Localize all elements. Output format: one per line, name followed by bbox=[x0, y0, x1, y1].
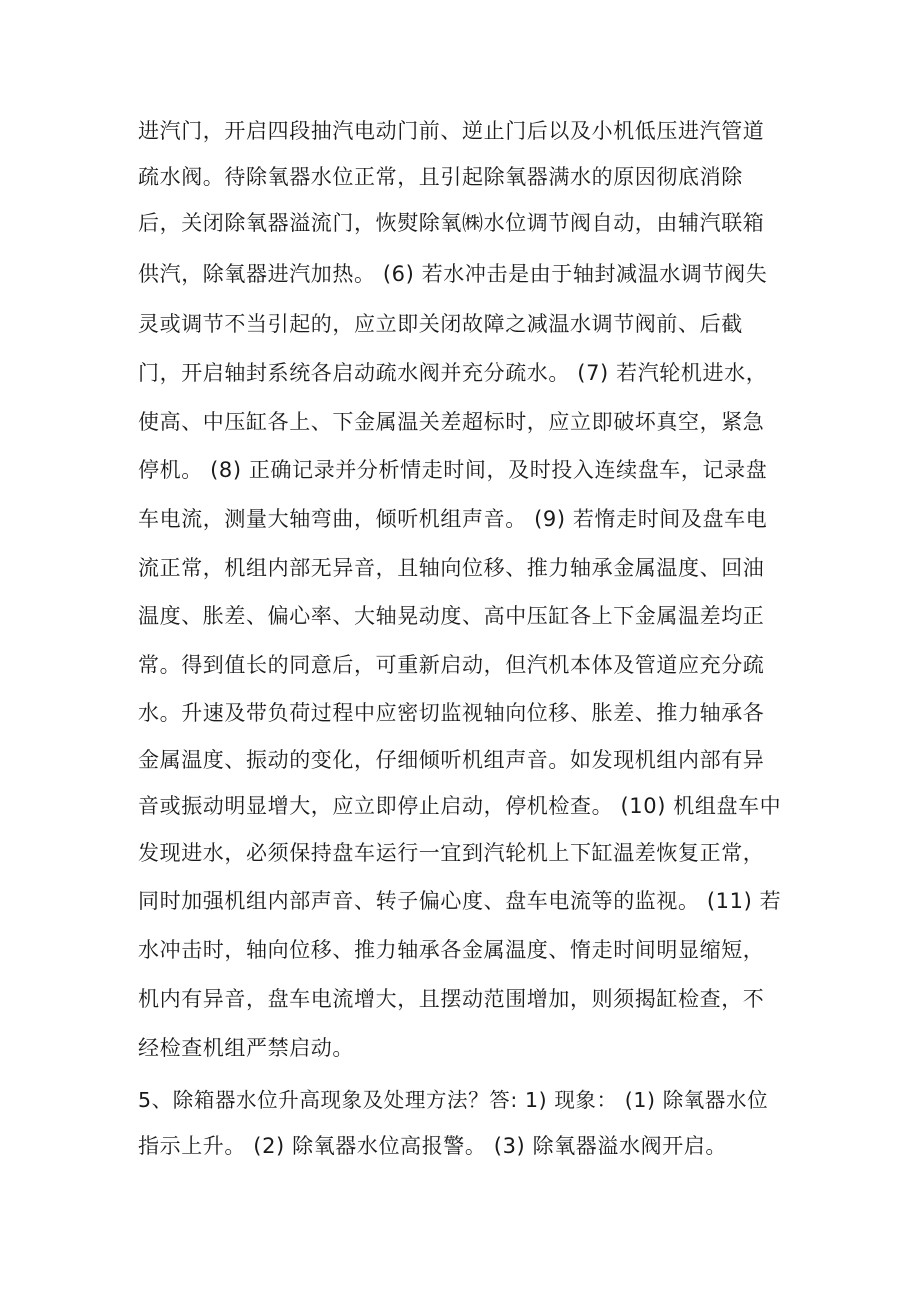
paragraph-line: 金属温度、振动的变化，仔细倾听机组声音。如发现机组内部有异 bbox=[138, 748, 765, 772]
paragraph-line: 疏水阀。待除氧器水位正常，且引起除氧器满水的原因彻底消除 bbox=[138, 165, 743, 189]
paragraph-line: 停机。 (8) 正确记录并分析情走时间，及时投入连续盘车，记录盘 bbox=[138, 458, 768, 482]
paragraph-line: 发现进水，必须保持盘车运行一宜到汽轮机上下缸温差恢复正常， bbox=[138, 841, 765, 865]
paragraph-line: 流正常，机组内部无异音，且轴向位移、推力轴承金属温度、回油 bbox=[138, 556, 765, 580]
paragraph-line: 机内有异音，盘车电流增大，且摆动范围增加，则须揭缸检查，不 bbox=[138, 987, 765, 1011]
paragraph-line: 供汽，除氧器进汽加热。 (6) 若水冲击是由于轴封减温水调节阀失 bbox=[138, 262, 768, 286]
paragraph-line: 经检查机组严禁启动。 bbox=[138, 1036, 354, 1060]
paragraph-line: 音或振动明显增大，应立即停止启动，停机检查。 (10) 机组盘车中 bbox=[138, 794, 782, 818]
paragraph-line: 水冲击时，轴向位移、推力轴承各金属温度、惰走时间明显缩短， bbox=[138, 938, 765, 962]
paragraph-line: 门，开启轴封系统各启动疏水阀并充分疏水。 (7) 若汽轮机进水， bbox=[138, 361, 768, 385]
paragraph-line: 进汽门，开启四段抽汽电动门前、逆止门后以及小机低压进汽管道 bbox=[138, 119, 765, 143]
paragraph-line: 灵或调节不当引起的，应立即关闭故障之减温水调节阀前、后截 bbox=[138, 312, 743, 336]
paragraph-line: 使高、中压缸各上、下金属温关差超标时，应立即破坏真空，紧急 bbox=[138, 410, 765, 434]
paragraph-line: 水。升速及带负荷过程中应密切监视轴向位移、胀差、推力轴承各 bbox=[138, 701, 765, 725]
question-line: 5、除箱器水位升高现象及处理方法？答: 1) 现象： (1) 除氧器水位 bbox=[138, 1088, 769, 1112]
paragraph-line: 车电流，测量大轴弯曲，倾听机组声音。 (9) 若惰走时间及盘车电 bbox=[138, 507, 768, 531]
paragraph-line: 后，关闭除氧器溢流门，恢熨除氧㈱水位调节阀自动，由辅汽联箱 bbox=[138, 211, 765, 235]
question-line: 指示上升。 (2) 除氧器水位高报警。 (3) 除氧器溢水阀开启。 bbox=[138, 1134, 727, 1158]
paragraph-line: 同时加强机组内部声音、转子偏心度、盘车电流等的监视。 (11) 若 bbox=[138, 889, 782, 913]
paragraph-line: 常。得到值长的同意后，可重新启动，但汽机本体及管道应充分疏 bbox=[138, 653, 765, 677]
paragraph-line: 温度、胀差、偏心率、大轴晃动度、高中压缸各上下金属温差均正 bbox=[138, 604, 765, 628]
